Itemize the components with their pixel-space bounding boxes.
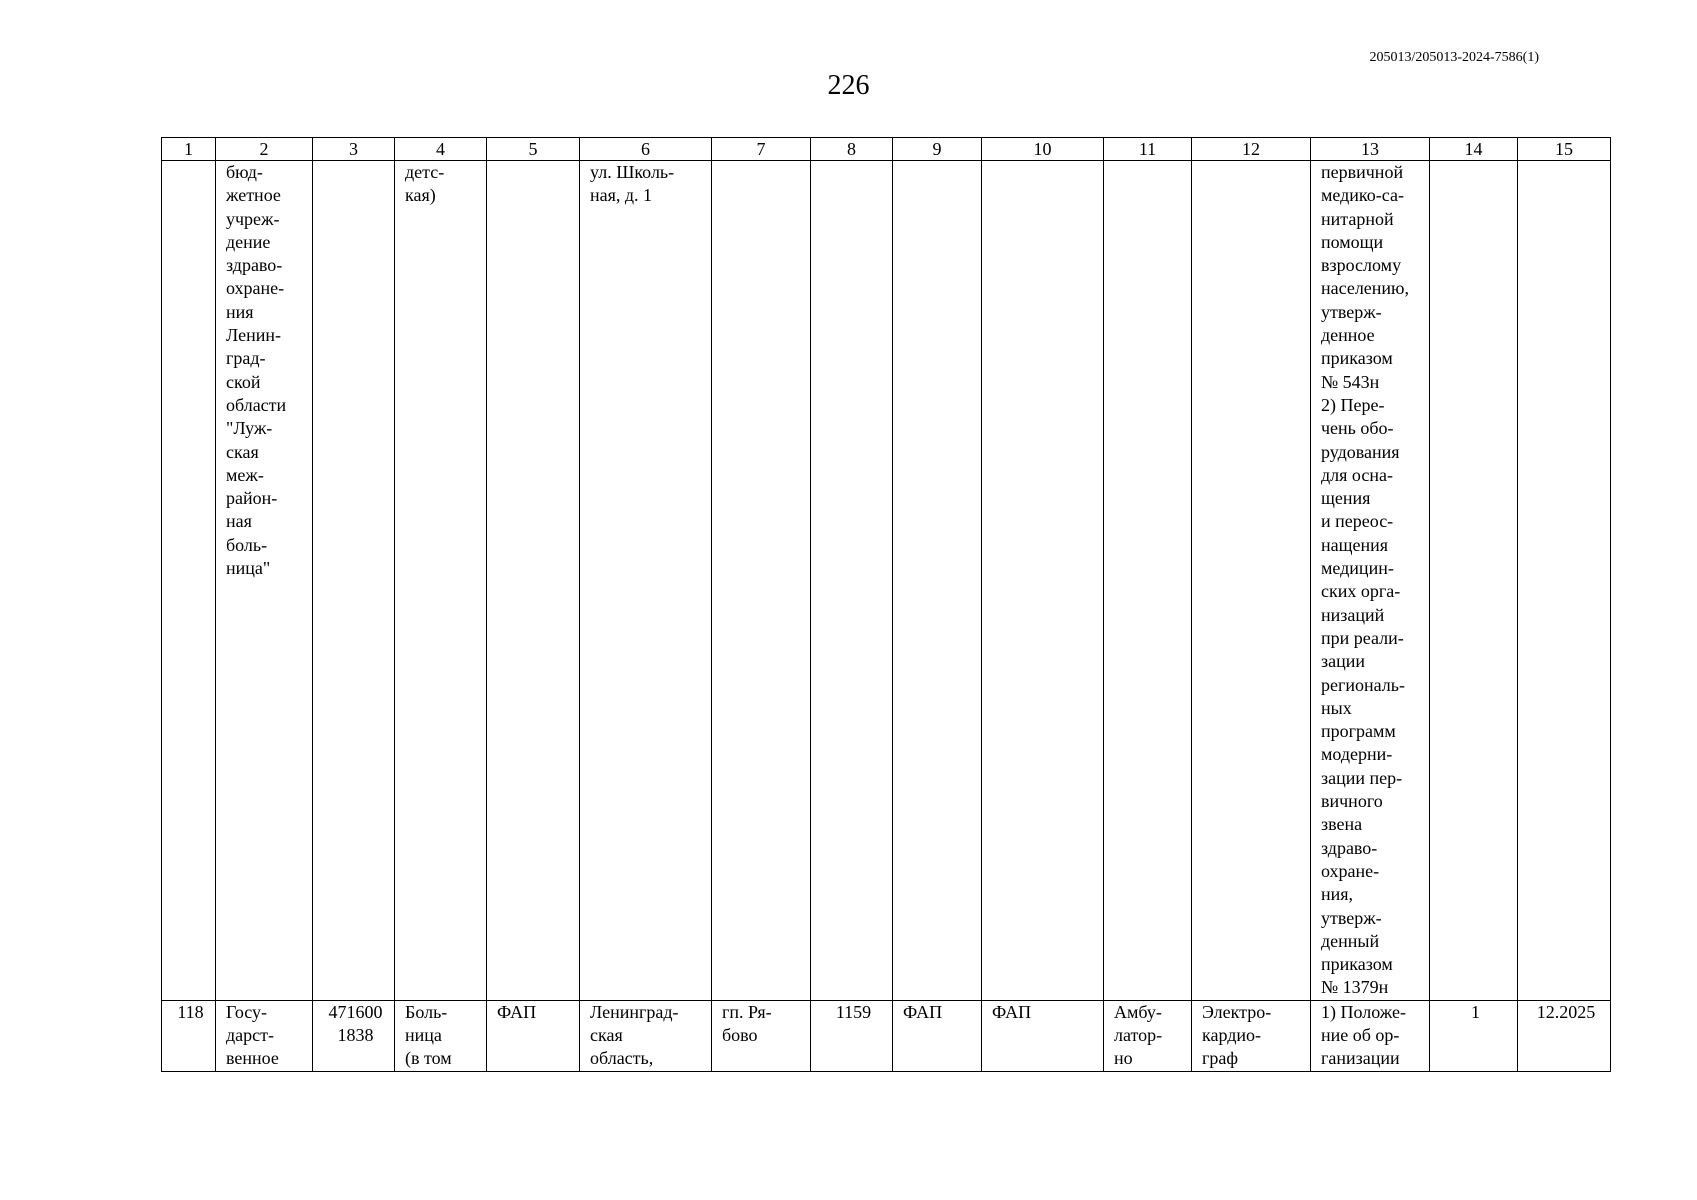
page-number: 226	[827, 70, 870, 101]
table-cell	[1430, 161, 1518, 1001]
column-header: 12	[1192, 138, 1311, 161]
table-cell	[712, 161, 811, 1001]
column-header: 10	[982, 138, 1104, 161]
table-cell	[162, 161, 216, 1001]
column-header: 11	[1104, 138, 1192, 161]
table-cell	[811, 161, 893, 1001]
table-cell	[313, 161, 395, 1001]
column-header: 9	[893, 138, 982, 161]
table-cell: 471600 1838	[313, 1000, 395, 1071]
column-header: 3	[313, 138, 395, 161]
table-cell	[487, 161, 580, 1001]
document-id: 205013/205013-2024-7586(1)	[1369, 50, 1539, 65]
table-cell: Боль- ница (в том	[395, 1000, 487, 1071]
table-cell: первичной медико-са- нитарной помощи взрослому населению, утверж- денное приказом № 543н 2) Пере- чень обо- рудования для осна- щения и переос- нащения медицин- ских орга- низаций при реали- зации региональ- ных программ модерни- зации пер- вичного звена здраво- охране- ния, утверж- денный приказом № 1379н	[1311, 161, 1430, 1001]
column-header: 5	[487, 138, 580, 161]
column-header: 2	[216, 138, 313, 161]
table-cell	[982, 161, 1104, 1001]
table-cell: Амбу- латор- но	[1104, 1000, 1192, 1071]
column-header: 14	[1430, 138, 1518, 161]
table-cell: 1) Положе- ние об ор- ганизации	[1311, 1000, 1430, 1071]
table-cell: 118	[162, 1000, 216, 1071]
table-cell: ФАП	[893, 1000, 982, 1071]
table-cell: Ленинград- ская область,	[580, 1000, 712, 1071]
data-table	[161, 137, 1611, 1072]
table-row	[162, 161, 1611, 1001]
table-cell: Госу- дарст- венное	[216, 1000, 313, 1071]
table-cell: Электро- кардио- граф	[1192, 1000, 1311, 1071]
table-cell	[1518, 161, 1611, 1001]
table-cell: 12.2025	[1518, 1000, 1611, 1071]
column-header: 15	[1518, 138, 1611, 161]
table-cell: 1159	[811, 1000, 893, 1071]
table-cell: гп. Ря- бово	[712, 1000, 811, 1071]
table-cell: 1	[1430, 1000, 1518, 1071]
table-header-row	[162, 138, 1611, 161]
column-header: 6	[580, 138, 712, 161]
table-cell: ФАП	[487, 1000, 580, 1071]
table-cell: ФАП	[982, 1000, 1104, 1071]
table-cell	[1192, 161, 1311, 1001]
table-cell: детс- кая)	[395, 161, 487, 1001]
table-cell	[893, 161, 982, 1001]
column-header: 13	[1311, 138, 1430, 161]
column-header: 1	[162, 138, 216, 161]
table-cell	[1104, 161, 1192, 1001]
table-cell: ул. Школь- ная, д. 1	[580, 161, 712, 1001]
table-cell: бюд- жетное учреж- дение здраво- охране- ния Ленин- град- ской области "Луж- ская меж- район- ная боль- ница"	[216, 161, 313, 1001]
column-header: 4	[395, 138, 487, 161]
table-row	[162, 1000, 1611, 1071]
column-header: 7	[712, 138, 811, 161]
column-header: 8	[811, 138, 893, 161]
